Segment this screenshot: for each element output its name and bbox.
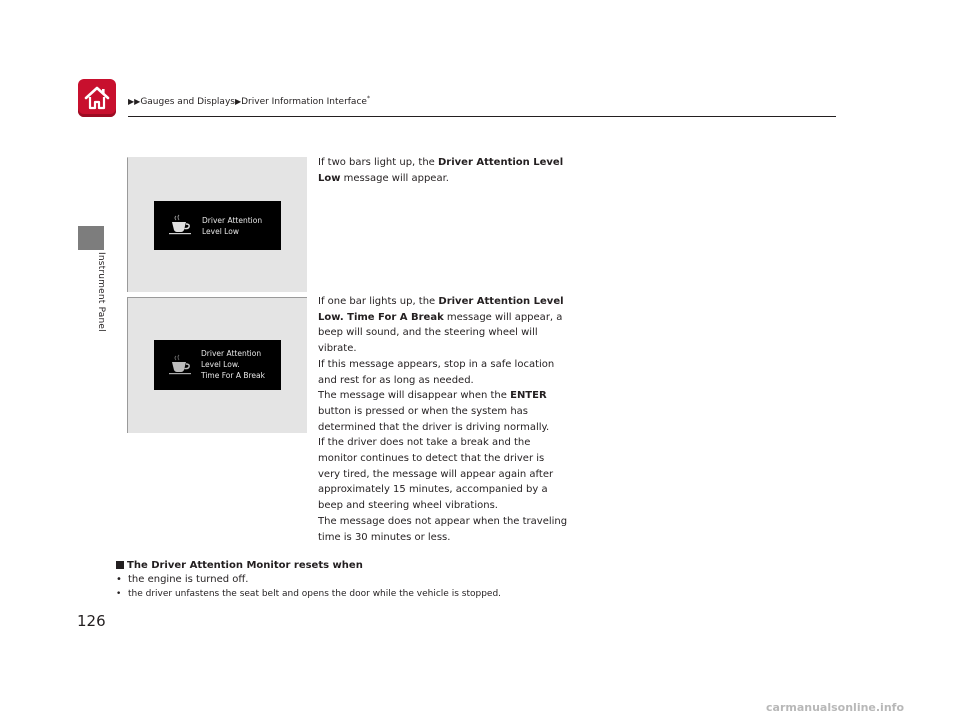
display-line: Driver Attention — [201, 349, 262, 358]
figure-time-for-a-break — [127, 297, 307, 433]
display-line: Level Low — [202, 227, 239, 236]
text-run: button is pressed or when the system has determined that the driver is driving normally. — [318, 405, 550, 433]
paragraph-two-bars — [318, 155, 568, 186]
display-message — [202, 215, 262, 237]
coffee-cup-icon — [168, 354, 192, 376]
text-run: If one bar lights up, the — [318, 296, 439, 307]
breadcrumb-arrow-icon: ▶ — [234, 97, 242, 106]
display-screen — [154, 201, 281, 250]
home-button[interactable] — [78, 79, 116, 117]
text-line: The message does not appear when the traveling time is 30 minutes or less. — [318, 515, 568, 543]
coffee-cup-icon — [168, 214, 192, 236]
bullet-icon: • — [116, 589, 122, 599]
display-line: Driver Attention — [202, 216, 263, 225]
list-item — [116, 587, 501, 601]
section-heading: The Driver Attention Monitor resets when — [127, 560, 363, 571]
message-name: Driver Attention Level Low — [318, 157, 564, 184]
text-run: If two bars light up, the — [318, 157, 438, 168]
list-item — [116, 573, 501, 587]
watermark: carmanualsonline.info — [766, 701, 904, 714]
breadcrumb-arrow-icon: ▶▶ — [128, 97, 141, 106]
display-line: Level Low. — [201, 360, 240, 369]
home-icon — [84, 86, 110, 110]
breadcrumb-item-gauges[interactable]: Gauges and Displays — [140, 97, 235, 107]
page-number: 126 — [77, 612, 106, 630]
section-tab-marker — [78, 226, 104, 250]
footnote-marker: * — [366, 95, 370, 102]
display-message — [201, 348, 265, 381]
reset-section — [116, 559, 501, 601]
section-tab-label: Instrument Panel — [96, 252, 106, 332]
section-square-icon — [116, 561, 124, 569]
text-run: message will appear. — [340, 172, 449, 184]
enter-button-label: ENTER — [510, 390, 547, 402]
list-item-text: the engine is turned off. — [128, 574, 249, 585]
figure-driver-attention-low — [127, 157, 307, 292]
text-run: message will appear, a beep will sound, and the steering wheel will vibrate. — [318, 311, 563, 355]
list-item-text: the driver unfastens the seat belt and opens the door while the vehicle is stopped. — [128, 589, 502, 599]
breadcrumb — [128, 95, 370, 107]
display-screen — [154, 340, 281, 390]
text-line: If this message appears, stop in a safe location and rest for as long as needed. — [318, 358, 555, 386]
paragraph-one-bar — [318, 294, 568, 545]
text-line: If the driver does not take a break and the monitor continues to detect that the driver is very tired, the message will appear again after approximately 15 minutes, accompanied by a beep and steering wheel vibrations. — [318, 437, 554, 512]
message-name: Driver Attention Level Low. Time For A Break — [318, 296, 564, 323]
header-rule — [128, 116, 836, 117]
text-run: The message will disappear when the — [318, 390, 511, 402]
bullet-icon: • — [116, 574, 122, 585]
display-line: Time For A Break — [201, 371, 265, 380]
breadcrumb-item-dii[interactable]: Driver Information Interface — [241, 97, 367, 107]
